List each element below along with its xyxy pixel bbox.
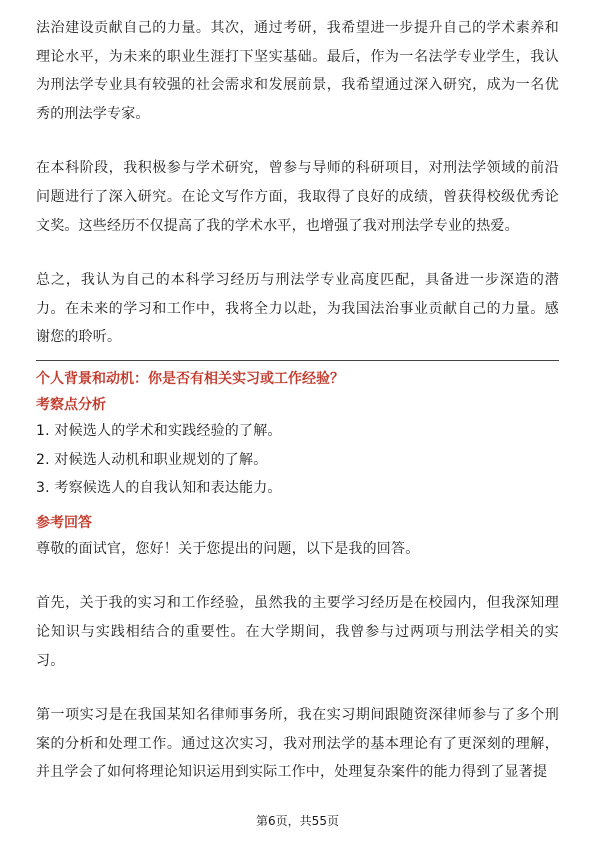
answer-paragraph-3: 第一项实习是在我国某知名律师事务所，我在实习期间跟随资深律师参与了多个刑案的分析和处理工作。通过这次实习，我对刑法学的基本理论有了更深刻的理解，并且学会了如何将理论知识运用到实际工作中，处理复杂案件的能力得到了显著提 [36, 707, 559, 781]
intro-paragraph-2: 在本科阶段，我积极参与学术研究，曾参与导师的科研项目，对刑法学领域的前沿问题进行了深入研究。在论文写作方面，我取得了良好的成绩，曾获得校级优秀论文奖。这些经历不仅提高了我的学术水平，也增强了我对刑法学专业的热爱。 [36, 160, 559, 234]
section-divider [36, 360, 559, 361]
intro-paragraph-3: 总之，我认为自己的本科学习经历与刑法学专业高度匹配，具备进一步深造的潜力。在未来的学习和工作中，我将全力以赴，为我国法治事业贡献自己的力量。感谢您的聆听。 [36, 272, 559, 346]
analysis-point: 3. 考察候选人的自我认知和表达能力。 [36, 480, 282, 497]
answer-paragraph-2: 首先，关于我的实习和工作经验，虽然我的主要学习经历是在校园内，但我深知理论知识与实践相结合的重要性。在大学期间，我曾参与过两项与刑法学相关的实习。 [36, 595, 559, 669]
page-number: 第6页，共55页 [256, 814, 339, 828]
analysis-points-list [36, 417, 559, 503]
question-title: 个人背景和动机：你是否有相关实习或工作经验？ [36, 370, 344, 387]
paragraph-gap [36, 240, 559, 266]
paragraph-gap [36, 128, 559, 154]
paragraph-gap [36, 563, 559, 589]
analysis-heading: 考察点分析 [36, 396, 106, 413]
paragraph-gap [36, 675, 559, 701]
answer-paragraph-1: 尊敬的面试官，您好！关于您提出的问题，以下是我的回答。 [36, 540, 420, 557]
document-page [36, 14, 559, 787]
answer-heading: 参考回答 [36, 514, 92, 531]
analysis-point: 1. 对候选人的学术和实践经验的了解。 [36, 422, 282, 439]
analysis-point: 2. 对候选人动机和职业规划的了解。 [36, 451, 268, 468]
intro-paragraph-1: 法治建设贡献自己的力量。其次，通过考研，我希望进一步提升自己的学术素养和理论水平，为未来的职业生涯打下坚实基础。最后，作为一名法学专业学生，我认为刑法学专业具有较强的社会需求和发展前景，我希望通过深入研究，成为一名优秀的刑法学专家。 [36, 20, 559, 122]
